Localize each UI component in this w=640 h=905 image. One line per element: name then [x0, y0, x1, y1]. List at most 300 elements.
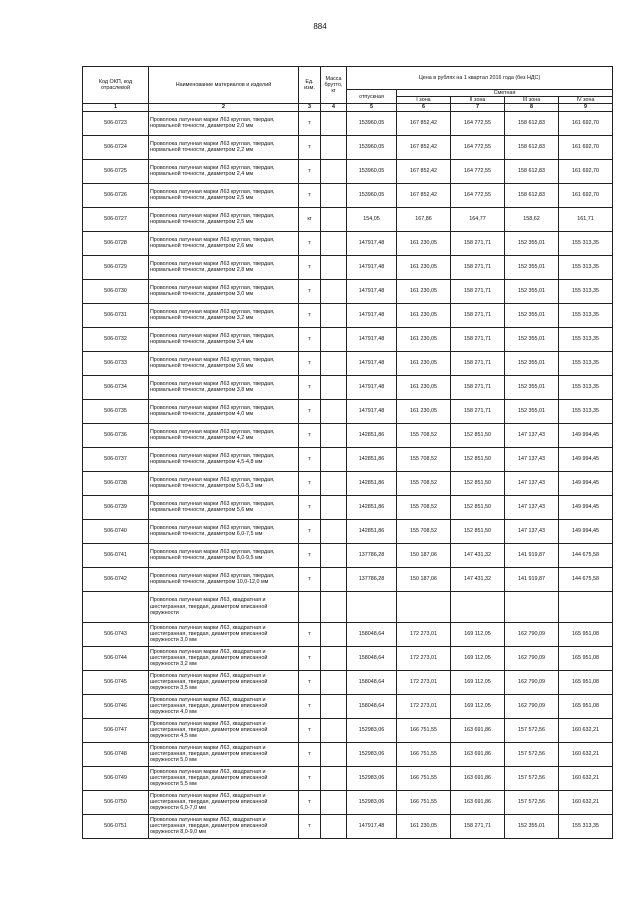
cell-zone-1: 166 751,55 [397, 742, 451, 766]
cell-release-price: 152983,06 [347, 790, 397, 814]
header-zone-2: II зона [451, 97, 505, 104]
cell-code: 506-0740 [83, 519, 149, 543]
cell-mass [321, 399, 347, 423]
cell-zone-1: 155 708,52 [397, 447, 451, 471]
cell-mass [321, 375, 347, 399]
cell-zone-1: 166 751,55 [397, 790, 451, 814]
cell-zone-4: 161 692,70 [559, 111, 613, 135]
cell-zone-2: 158 271,71 [451, 375, 505, 399]
cell-zone-2: 152 851,50 [451, 423, 505, 447]
page-number: 884 [313, 22, 327, 31]
cell-mass [321, 159, 347, 183]
cell-release-price: 152983,06 [347, 766, 397, 790]
cell-mass [321, 718, 347, 742]
cell-unit: т [299, 495, 321, 519]
column-number: 4 [321, 104, 347, 111]
cell-zone-2: 169 112,05 [451, 646, 505, 670]
column-number: 5 [347, 104, 397, 111]
cell-mass [321, 814, 347, 838]
cell-zone-1: 161 230,05 [397, 255, 451, 279]
cell-mass [321, 646, 347, 670]
cell-zone-4: 144 675,58 [559, 567, 613, 591]
cell-zone-1: 167 852,42 [397, 183, 451, 207]
cell-name: Проволока латунная марки Л63 круглая, твердая, нормальной точности, диаметром 3,8 мм [149, 375, 299, 399]
cell-name: Проволока латунная марки Л63 круглая, твердая, нормальной точности, диаметром 2,2 мм [149, 135, 299, 159]
cell-release-price: 154,05 [347, 207, 397, 231]
cell-name: Проволока латунная марки Л63 круглая, твердая, нормальной точности, диаметром 3,0 мм [149, 279, 299, 303]
cell-zone-1: 161 230,05 [397, 279, 451, 303]
table-row [83, 423, 613, 447]
cell-mass [321, 183, 347, 207]
cell-release-price: 147917,48 [347, 351, 397, 375]
cell-release-price [347, 591, 397, 622]
header-price-group: Цена в рублях на 1 квартал 2016 года (без НДС) [347, 67, 613, 90]
cell-release-price: 142851,86 [347, 423, 397, 447]
cell-unit: т [299, 375, 321, 399]
cell-name: Проволока латунная марки Л63 круглая, твердая, нормальной точности, диаметром 8,0-9,5 мм [149, 543, 299, 567]
cell-zone-4: 160 632,21 [559, 742, 613, 766]
column-number-row [83, 104, 613, 111]
cell-zone-2: 158 271,71 [451, 255, 505, 279]
cell-zone-4: 161 692,70 [559, 135, 613, 159]
cell-unit: т [299, 670, 321, 694]
table-body [83, 111, 613, 838]
cell-unit: т [299, 183, 321, 207]
cell-code: 506-0731 [83, 303, 149, 327]
cell-zone-4: 155 313,35 [559, 814, 613, 838]
cell-mass [321, 423, 347, 447]
header-zone-4: IV зона [559, 97, 613, 104]
table-row [83, 694, 613, 718]
cell-zone-2: 164 772,55 [451, 135, 505, 159]
cell-release-price: 137786,28 [347, 543, 397, 567]
cell-code: 506-0733 [83, 351, 149, 375]
cell-zone-2: 164 772,55 [451, 183, 505, 207]
cell-release-price: 153960,05 [347, 159, 397, 183]
cell-zone-2: 163 691,86 [451, 766, 505, 790]
table-row [83, 375, 613, 399]
table-row [83, 742, 613, 766]
table-row [83, 814, 613, 838]
cell-zone-1: 161 230,05 [397, 375, 451, 399]
cell-zone-4: 161 692,70 [559, 183, 613, 207]
cell-name: Проволока латунная марки Л63 круглая, твердая, нормальной точности, диаметром 2,0 мм [149, 111, 299, 135]
cell-zone-4: 161,71 [559, 207, 613, 231]
cell-unit: т [299, 135, 321, 159]
cell-name: Проволока латунная марки Л63 круглая, твердая, нормальной точности, диаметром 6,0-7,5 мм [149, 519, 299, 543]
cell-unit: т [299, 567, 321, 591]
cell-zone-1: 161 230,05 [397, 231, 451, 255]
cell-zone-3: 152 355,01 [505, 255, 559, 279]
cell-zone-1: 161 230,05 [397, 399, 451, 423]
table-row [83, 495, 613, 519]
cell-zone-3: 158,62 [505, 207, 559, 231]
cell-zone-3: 147 137,43 [505, 471, 559, 495]
cell-mass [321, 495, 347, 519]
cell-code: 506-0736 [83, 423, 149, 447]
cell-zone-1: 155 708,52 [397, 495, 451, 519]
cell-name: Проволока латунная марки Л63, квадратная и шестигранная, твердая, диаметром вписанной окружности [149, 591, 299, 622]
cell-zone-2: 158 271,71 [451, 327, 505, 351]
cell-zone-1: 161 230,05 [397, 814, 451, 838]
header-unit: Ед. изм. [299, 67, 321, 104]
cell-name: Проволока латунная марки Л63 круглая, твердая, нормальной точности, диаметром 2,8 мм [149, 255, 299, 279]
cell-name: Проволока латунная марки Л63 круглая, твердая, нормальной точности, диаметром 4,0 мм [149, 399, 299, 423]
cell-unit [299, 591, 321, 622]
cell-zone-3: 152 355,01 [505, 399, 559, 423]
cell-mass [321, 519, 347, 543]
table-row [83, 399, 613, 423]
cell-release-price: 147917,48 [347, 399, 397, 423]
cell-mass [321, 111, 347, 135]
cell-mass [321, 742, 347, 766]
cell-zone-4: 155 313,35 [559, 303, 613, 327]
cell-zone-1: 155 708,52 [397, 471, 451, 495]
cell-zone-2: 152 851,50 [451, 495, 505, 519]
cell-unit: т [299, 622, 321, 646]
cell-code: 506-0734 [83, 375, 149, 399]
cell-release-price: 147917,48 [347, 303, 397, 327]
cell-zone-4: 144 675,58 [559, 543, 613, 567]
cell-zone-4: 155 313,35 [559, 375, 613, 399]
cell-code: 506-0735 [83, 399, 149, 423]
cell-name: Проволока латунная марки Л63, квадратная и шестигранная, твердая, диаметром вписанной окружности 3,2 мм [149, 646, 299, 670]
cell-unit: т [299, 255, 321, 279]
cell-name: Проволока латунная марки Л63, квадратная и шестигранная, твердая, диаметром вписанной окружности 3,5 мм [149, 670, 299, 694]
cell-zone-2: 163 691,86 [451, 718, 505, 742]
cell-zone-2 [451, 591, 505, 622]
cell-zone-2: 163 691,86 [451, 790, 505, 814]
column-number: 8 [505, 104, 559, 111]
cell-release-price: 142851,86 [347, 495, 397, 519]
table-row [83, 231, 613, 255]
cell-zone-2: 169 112,05 [451, 694, 505, 718]
cell-zone-3: 157 572,56 [505, 766, 559, 790]
cell-zone-1: 150 187,06 [397, 543, 451, 567]
cell-zone-2: 158 271,71 [451, 351, 505, 375]
cell-unit: т [299, 399, 321, 423]
cell-release-price: 147917,48 [347, 814, 397, 838]
cell-zone-2: 169 112,05 [451, 670, 505, 694]
table-row [83, 447, 613, 471]
cell-code: 506-0728 [83, 231, 149, 255]
cell-code: 506-0726 [83, 183, 149, 207]
cell-zone-2: 164 772,55 [451, 159, 505, 183]
cell-zone-3: 152 355,01 [505, 327, 559, 351]
table-row [83, 622, 613, 646]
table-row [83, 159, 613, 183]
cell-code: 506-0725 [83, 159, 149, 183]
column-number: 1 [83, 104, 149, 111]
cell-code: 506-0746 [83, 694, 149, 718]
cell-zone-3: 162 790,09 [505, 622, 559, 646]
table-row [83, 567, 613, 591]
cell-zone-3: 141 919,87 [505, 543, 559, 567]
table-row [83, 766, 613, 790]
cell-zone-3: 162 790,09 [505, 646, 559, 670]
cell-zone-1: 167 852,42 [397, 159, 451, 183]
cell-code: 506-0743 [83, 622, 149, 646]
cell-zone-1: 167,86 [397, 207, 451, 231]
cell-name: Проволока латунная марки Л63 круглая, твердая, нормальной точности, диаметром 5,0-5,3 мм [149, 471, 299, 495]
header-zone-3: III зона [505, 97, 559, 104]
cell-release-price: 142851,86 [347, 447, 397, 471]
cell-zone-1: 172 273,01 [397, 670, 451, 694]
cell-name: Проволока латунная марки Л63 круглая, твердая, нормальной точности, диаметром 5,6 мм [149, 495, 299, 519]
cell-mass [321, 231, 347, 255]
cell-zone-4: 161 692,70 [559, 159, 613, 183]
table-row [83, 279, 613, 303]
cell-code: 506-0737 [83, 447, 149, 471]
cell-release-price: 147917,48 [347, 255, 397, 279]
cell-name: Проволока латунная марки Л63 круглая, твердая, нормальной точности, диаметром 2,5 мм [149, 207, 299, 231]
cell-release-price: 147917,48 [347, 327, 397, 351]
cell-unit: т [299, 543, 321, 567]
table-row [83, 183, 613, 207]
header-zone-1: I зона [397, 97, 451, 104]
cell-unit: т [299, 111, 321, 135]
cell-zone-1: 155 708,52 [397, 423, 451, 447]
cell-unit: кг [299, 207, 321, 231]
cell-code: 506-0750 [83, 790, 149, 814]
cell-zone-2: 158 271,71 [451, 399, 505, 423]
cell-release-price: 152983,06 [347, 718, 397, 742]
cell-code: 506-0742 [83, 567, 149, 591]
cell-mass [321, 543, 347, 567]
cell-zone-3: 152 355,01 [505, 351, 559, 375]
table-row [83, 519, 613, 543]
cell-code: 506-0744 [83, 646, 149, 670]
cell-zone-1: 167 852,42 [397, 111, 451, 135]
cell-unit: т [299, 766, 321, 790]
cell-name: Проволока латунная марки Л63, квадратная и шестигранная, твердая, диаметром вписанной окружности 6,0-7,0 мм [149, 790, 299, 814]
cell-name: Проволока латунная марки Л63 круглая, твердая, нормальной точности, диаметром 3,4 мм [149, 327, 299, 351]
cell-unit: т [299, 790, 321, 814]
cell-name: Проволока латунная марки Л63 круглая, твердая, нормальной точности, диаметром 4,5-4,8 мм [149, 447, 299, 471]
cell-unit: т [299, 718, 321, 742]
cell-zone-3: 162 790,09 [505, 694, 559, 718]
cell-zone-3: 141 919,87 [505, 567, 559, 591]
cell-mass [321, 327, 347, 351]
cell-release-price: 153960,05 [347, 111, 397, 135]
cell-zone-3: 158 612,83 [505, 159, 559, 183]
cell-zone-1: 172 273,01 [397, 646, 451, 670]
table-row [83, 111, 613, 135]
cell-code [83, 591, 149, 622]
cell-unit: т [299, 303, 321, 327]
cell-mass [321, 766, 347, 790]
cell-zone-4: 155 313,35 [559, 399, 613, 423]
cell-unit: т [299, 742, 321, 766]
cell-zone-2: 164,77 [451, 207, 505, 231]
cell-zone-4: 165 951,08 [559, 670, 613, 694]
cell-release-price: 158048,64 [347, 622, 397, 646]
table-row [83, 670, 613, 694]
cell-code: 506-0739 [83, 495, 149, 519]
cell-zone-2: 158 271,71 [451, 303, 505, 327]
cell-zone-3: 158 612,83 [505, 183, 559, 207]
column-number: 9 [559, 104, 613, 111]
cell-release-price: 158048,64 [347, 694, 397, 718]
cell-zone-1 [397, 591, 451, 622]
table-row [83, 351, 613, 375]
cell-zone-4: 165 951,08 [559, 622, 613, 646]
cell-zone-4: 160 632,21 [559, 766, 613, 790]
cell-zone-4: 155 313,35 [559, 351, 613, 375]
cell-name: Проволока латунная марки Л63, квадратная и шестигранная, твердая, диаметром вписанной окружности 5,5 мм [149, 766, 299, 790]
cell-mass [321, 567, 347, 591]
cell-zone-4: 155 313,35 [559, 255, 613, 279]
cell-zone-3: 157 572,56 [505, 718, 559, 742]
cell-zone-4: 165 951,08 [559, 646, 613, 670]
cell-name: Проволока латунная марки Л63 круглая, твердая, нормальной точности, диаметром 10,0-12,0 мм [149, 567, 299, 591]
cell-mass [321, 694, 347, 718]
cell-zone-2: 158 271,71 [451, 231, 505, 255]
cell-zone-4: 155 313,35 [559, 231, 613, 255]
cell-zone-2: 164 772,55 [451, 111, 505, 135]
cell-unit: т [299, 423, 321, 447]
cell-release-price: 158048,64 [347, 670, 397, 694]
cell-unit: т [299, 231, 321, 255]
cell-mass [321, 670, 347, 694]
table-row [83, 327, 613, 351]
cell-unit: т [299, 814, 321, 838]
cell-code: 506-0723 [83, 111, 149, 135]
cell-code: 506-0724 [83, 135, 149, 159]
table-row [83, 790, 613, 814]
group-heading-row [83, 591, 613, 622]
cell-zone-1: 166 751,55 [397, 718, 451, 742]
cell-unit: т [299, 351, 321, 375]
cell-release-price: 142851,86 [347, 471, 397, 495]
cell-mass [321, 279, 347, 303]
cell-zone-1: 155 708,52 [397, 519, 451, 543]
table-row [83, 471, 613, 495]
cell-code: 506-0741 [83, 543, 149, 567]
cell-name: Проволока латунная марки Л63 круглая, твердая, нормальной точности, диаметром 3,2 мм [149, 303, 299, 327]
cell-zone-2: 158 271,71 [451, 279, 505, 303]
cell-zone-2: 152 851,50 [451, 471, 505, 495]
cell-unit: т [299, 646, 321, 670]
cell-mass [321, 351, 347, 375]
cell-release-price: 153960,05 [347, 135, 397, 159]
cell-zone-3: 152 355,01 [505, 375, 559, 399]
cell-zone-3: 152 355,01 [505, 279, 559, 303]
column-number: 2 [149, 104, 299, 111]
cell-unit: т [299, 279, 321, 303]
cell-zone-2: 169 112,05 [451, 622, 505, 646]
cell-zone-4: 149 994,45 [559, 519, 613, 543]
cell-zone-3: 158 612,83 [505, 111, 559, 135]
cell-zone-3: 152 355,01 [505, 231, 559, 255]
cell-zone-3: 157 572,56 [505, 742, 559, 766]
cell-unit: т [299, 447, 321, 471]
cell-zone-4: 149 994,45 [559, 447, 613, 471]
cell-release-price: 147917,48 [347, 375, 397, 399]
cell-zone-1: 167 852,42 [397, 135, 451, 159]
cell-mass [321, 135, 347, 159]
cell-code: 506-0732 [83, 327, 149, 351]
table-row [83, 207, 613, 231]
cell-code: 506-0749 [83, 766, 149, 790]
cell-release-price: 158048,64 [347, 646, 397, 670]
cell-zone-1: 161 230,05 [397, 351, 451, 375]
cell-name: Проволока латунная марки Л63 круглая, твердая, нормальной точности, диаметром 3,6 мм [149, 351, 299, 375]
cell-mass [321, 622, 347, 646]
cell-zone-2: 147 431,32 [451, 543, 505, 567]
cell-release-price: 153960,05 [347, 183, 397, 207]
cell-name: Проволока латунная марки Л63 круглая, твердая, нормальной точности, диаметром 4,2 мм [149, 423, 299, 447]
cell-name: Проволока латунная марки Л63 круглая, твердая, нормальной точности, диаметром 2,5 мм [149, 183, 299, 207]
cell-zone-4 [559, 591, 613, 622]
cell-mass [321, 255, 347, 279]
cell-zone-4: 160 632,21 [559, 790, 613, 814]
cell-zone-2: 147 431,32 [451, 567, 505, 591]
cell-release-price: 142851,86 [347, 519, 397, 543]
cell-zone-3: 152 355,01 [505, 303, 559, 327]
cell-name: Проволока латунная марки Л63, квадратная и шестигранная, твердая, диаметром вписанной окружности 3,0 мм [149, 622, 299, 646]
cell-unit: т [299, 159, 321, 183]
cell-zone-1: 172 273,01 [397, 622, 451, 646]
table-row [83, 255, 613, 279]
header-name: Наименование материалов и изделий [149, 67, 299, 104]
cell-zone-3: 152 355,01 [505, 814, 559, 838]
cell-unit: т [299, 519, 321, 543]
header-code: Код ОКП, код отраслевой [83, 67, 149, 104]
cell-zone-4: 160 632,21 [559, 718, 613, 742]
cell-zone-1: 161 230,05 [397, 303, 451, 327]
cell-zone-3: 158 612,83 [505, 135, 559, 159]
cell-zone-2: 152 851,50 [451, 447, 505, 471]
cell-code: 506-0745 [83, 670, 149, 694]
cell-name: Проволока латунная марки Л63, квадратная и шестигранная, твердая, диаметром вписанной окружности 4,0 мм [149, 694, 299, 718]
cell-code: 506-0738 [83, 471, 149, 495]
cell-zone-4: 149 994,45 [559, 495, 613, 519]
cell-zone-3: 157 572,56 [505, 790, 559, 814]
cell-zone-2: 158 271,71 [451, 814, 505, 838]
cell-mass [321, 471, 347, 495]
cell-zone-4: 155 313,35 [559, 279, 613, 303]
cell-zone-3: 162 790,09 [505, 670, 559, 694]
price-table [82, 66, 613, 839]
cell-name: Проволока латунная марки Л63, квадратная и шестигранная, твердая, диаметром вписанной окружности 5,0 мм [149, 742, 299, 766]
cell-zone-2: 152 851,50 [451, 519, 505, 543]
table-row [83, 718, 613, 742]
cell-mass [321, 207, 347, 231]
header-release: отпускная [347, 90, 397, 104]
cell-zone-2: 163 691,86 [451, 742, 505, 766]
cell-mass [321, 303, 347, 327]
column-number: 7 [451, 104, 505, 111]
table-row [83, 135, 613, 159]
table-row [83, 303, 613, 327]
cell-mass [321, 591, 347, 622]
cell-name: Проволока латунная марки Л63 круглая, твердая, нормальной точности, диаметром 2,6 мм [149, 231, 299, 255]
cell-zone-4: 149 994,45 [559, 471, 613, 495]
cell-release-price: 137786,28 [347, 567, 397, 591]
cell-zone-3: 147 137,43 [505, 447, 559, 471]
cell-code: 506-0748 [83, 742, 149, 766]
cell-zone-4: 155 313,35 [559, 327, 613, 351]
cell-release-price: 152983,06 [347, 742, 397, 766]
cell-zone-3 [505, 591, 559, 622]
table-row [83, 646, 613, 670]
cell-code: 506-0730 [83, 279, 149, 303]
cell-name: Проволока латунная марки Л63 круглая, твердая, нормальной точности, диаметром 2,4 мм [149, 159, 299, 183]
cell-zone-1: 172 273,01 [397, 694, 451, 718]
cell-code: 506-0729 [83, 255, 149, 279]
cell-code: 506-0747 [83, 718, 149, 742]
